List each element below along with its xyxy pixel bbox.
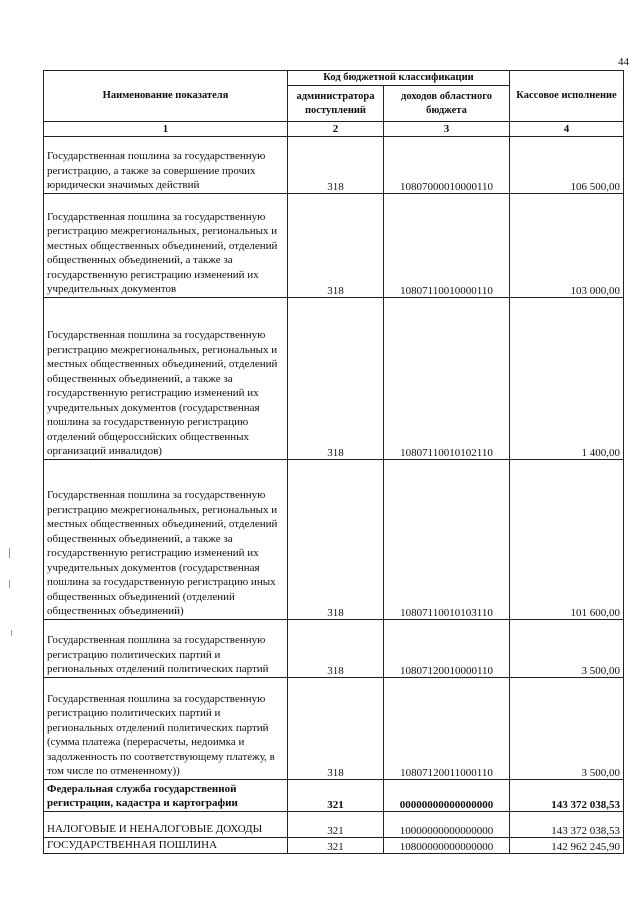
col-number: 3 [384,122,510,137]
row-code: 10807120010000110 [384,620,510,678]
row-admin: 318 [288,620,384,678]
table-row [44,194,624,298]
row-code: 00000000000000000 [384,780,510,812]
row-amount: 101 600,00 [510,460,624,620]
header-amount: Кассовое исполнение [510,71,624,122]
row-amount: 143 372 038,53 [510,780,624,812]
table-row [44,678,624,780]
row-name: Государственная пошлина за государственную регистрацию межрегиональных, региональных и местных общественных объединений, отделений общественных объединений, а также за государственную регистрацию изменений их учредительных документов (государственная пошлина за государственную регистрацию отделений общероссийских общественных организаций инвалидов) [44,298,288,460]
row-amount: 142 962 245,90 [510,838,624,854]
row-admin: 321 [288,838,384,854]
row-amount: 3 500,00 [510,678,624,780]
row-amount: 1 400,00 [510,298,624,460]
table-row [44,298,624,460]
row-code: 10800000000000000 [384,838,510,854]
row-admin: 318 [288,194,384,298]
row-name: Государственная пошлина за государственную регистрацию политических партий и региональных отделений политических партий [44,620,288,678]
row-admin: 318 [288,298,384,460]
row-name: Государственная пошлина за государственную регистрацию межрегиональных, региональных и местных общественных объединений, отделений общественных объединений, а также за государственную регистрацию изменений их учредительных документов [44,194,288,298]
row-admin: 318 [288,460,384,620]
row-code: 10807110010103110 [384,460,510,620]
row-code: 10807110010102110 [384,298,510,460]
row-code: 10807120011000110 [384,678,510,780]
row-amount: 103 000,00 [510,194,624,298]
header-admin: администратора поступлений [288,86,384,122]
table-row [44,620,624,678]
row-code: 10807000010000110 [384,137,510,194]
scan-margin-mark [9,548,10,558]
row-code: 10807110010000110 [384,194,510,298]
row-name: Федеральная служба государственной регистрации, кадастра и картографии [44,780,288,812]
row-name: НАЛОГОВЫЕ И НЕНАЛОГОВЫЕ ДОХОДЫ [44,812,288,838]
row-admin: 318 [288,137,384,194]
row-name: Государственная пошлина за государственную регистрацию политических партий и региональных отделений политических партий (сумма платежа (перерасчеты, недоимка и задолженность по соответствующему платежу, в том числе по отмененному)) [44,678,288,780]
row-amount: 3 500,00 [510,620,624,678]
row-name: ГОСУДАРСТВЕННАЯ ПОШЛИНА [44,838,288,854]
row-admin: 321 [288,780,384,812]
col-number: 2 [288,122,384,137]
table-row [44,780,624,812]
row-amount: 143 372 038,53 [510,812,624,838]
row-admin: 318 [288,678,384,780]
header-name: Наименование показателя [44,71,288,122]
row-amount: 106 500,00 [510,137,624,194]
col-number: 1 [44,122,288,137]
col-number: 4 [510,122,624,137]
budget-table [43,70,624,854]
table-row [44,137,624,194]
row-name: Государственная пошлина за государственную регистрацию, а также за совершение прочих юридически значимых действий [44,137,288,194]
row-code: 10000000000000000 [384,812,510,838]
table-row [44,838,624,854]
scan-margin-mark [9,580,10,588]
row-name: Государственная пошлина за государственную регистрацию межрегиональных, региональных и местных общественных объединений, отделений общественных объединений, а также за государственную регистрацию изменений их учредительных документов (государственная пошлина за государственную регистрацию иных общественных объединений (отделений общественных объединений) [44,460,288,620]
table-row [44,460,624,620]
header-budget-classification: Код бюджетной классификации [288,71,510,86]
header-revenue-code: доходов областного бюджета [384,86,510,122]
scan-margin-mark [11,630,12,636]
table-row [44,812,624,838]
row-admin: 321 [288,812,384,838]
page-number: 44 [618,56,629,68]
